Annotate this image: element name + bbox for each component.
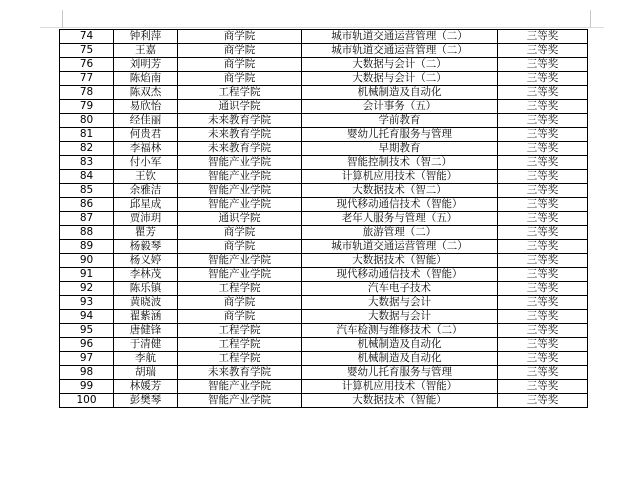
college-cell: 智能产业学院	[178, 184, 302, 198]
award-level-cell: 三等奖	[498, 254, 588, 268]
award-level-cell: 三等奖	[498, 198, 588, 212]
table-row	[60, 58, 588, 72]
table-row	[60, 310, 588, 324]
student-name-cell: 黄晓波	[114, 296, 178, 310]
table-row	[60, 128, 588, 142]
award-table	[59, 29, 588, 408]
student-name-cell: 李福林	[114, 142, 178, 156]
student-name-cell: 彭樊琴	[114, 394, 178, 408]
college-cell: 智能产业学院	[178, 198, 302, 212]
table-row	[60, 184, 588, 198]
college-cell: 通识学院	[178, 212, 302, 226]
table-row	[60, 366, 588, 380]
college-cell: 商学院	[178, 226, 302, 240]
award-level-cell: 三等奖	[498, 170, 588, 184]
table-row	[60, 142, 588, 156]
college-cell: 智能产业学院	[178, 394, 302, 408]
student-name-cell: 陈乐镇	[114, 282, 178, 296]
major-class-cell: 计算机应用技术（智能）	[302, 170, 498, 184]
student-name-cell: 林媛芳	[114, 380, 178, 394]
major-class-cell: 机械制造及自动化	[302, 86, 498, 100]
student-name-cell: 钟利萍	[114, 30, 178, 44]
student-name-cell: 经佳丽	[114, 114, 178, 128]
table-row	[60, 100, 588, 114]
college-cell: 未来教育学院	[178, 366, 302, 380]
major-class-cell: 大数据与会计（二）	[302, 72, 498, 86]
major-class-cell: 城市轨道交通运营管理（二）	[302, 30, 498, 44]
college-cell: 智能产业学院	[178, 156, 302, 170]
student-name-cell: 翟紫涵	[114, 310, 178, 324]
student-name-cell: 易欣怡	[114, 100, 178, 114]
college-cell: 商学院	[178, 30, 302, 44]
major-class-cell: 大数据与会计	[302, 296, 498, 310]
student-name-cell: 唐健锋	[114, 324, 178, 338]
award-table-body	[60, 30, 588, 408]
major-class-cell: 现代移动通信技术（智能）	[302, 268, 498, 282]
table-row	[60, 338, 588, 352]
major-class-cell: 大数据技术（智二）	[302, 184, 498, 198]
award-level-cell: 三等奖	[498, 58, 588, 72]
page-corner-mark-right	[590, 10, 591, 28]
college-cell: 工程学院	[178, 86, 302, 100]
college-cell: 智能产业学院	[178, 170, 302, 184]
row-number-cell: 79	[60, 100, 114, 114]
major-class-cell: 大数据与会计（二）	[302, 58, 498, 72]
student-name-cell: 李航	[114, 352, 178, 366]
student-name-cell: 贾沛玥	[114, 212, 178, 226]
row-number-cell: 78	[60, 86, 114, 100]
major-class-cell: 大数据技术（智能）	[302, 394, 498, 408]
row-number-cell: 98	[60, 366, 114, 380]
college-cell: 智能产业学院	[178, 254, 302, 268]
row-number-cell: 75	[60, 44, 114, 58]
table-row	[60, 198, 588, 212]
major-class-cell: 机械制造及自动化	[302, 338, 498, 352]
college-cell: 商学院	[178, 44, 302, 58]
student-name-cell: 陈双杰	[114, 86, 178, 100]
row-number-cell: 95	[60, 324, 114, 338]
college-cell: 商学院	[178, 296, 302, 310]
row-number-cell: 82	[60, 142, 114, 156]
award-level-cell: 三等奖	[498, 72, 588, 86]
row-number-cell: 85	[60, 184, 114, 198]
college-cell: 工程学院	[178, 324, 302, 338]
award-level-cell: 三等奖	[498, 338, 588, 352]
row-number-cell: 76	[60, 58, 114, 72]
table-row	[60, 156, 588, 170]
row-number-cell: 74	[60, 30, 114, 44]
table-row	[60, 30, 588, 44]
table-row	[60, 114, 588, 128]
major-class-cell: 大数据与会计	[302, 310, 498, 324]
table-row	[60, 352, 588, 366]
student-name-cell: 邱星成	[114, 198, 178, 212]
row-number-cell: 92	[60, 282, 114, 296]
award-level-cell: 三等奖	[498, 366, 588, 380]
major-class-cell: 城市轨道交通运营管理（二）	[302, 240, 498, 254]
major-class-cell: 汽车电子技术	[302, 282, 498, 296]
award-level-cell: 三等奖	[498, 282, 588, 296]
row-number-cell: 91	[60, 268, 114, 282]
college-cell: 工程学院	[178, 282, 302, 296]
college-cell: 工程学院	[178, 338, 302, 352]
student-name-cell: 杨毅琴	[114, 240, 178, 254]
student-name-cell: 李林茂	[114, 268, 178, 282]
award-level-cell: 三等奖	[498, 324, 588, 338]
award-level-cell: 三等奖	[498, 156, 588, 170]
row-number-cell: 83	[60, 156, 114, 170]
major-class-cell: 智能控制技术（智二）	[302, 156, 498, 170]
table-row	[60, 254, 588, 268]
award-level-cell: 三等奖	[498, 30, 588, 44]
student-name-cell: 于清健	[114, 338, 178, 352]
college-cell: 商学院	[178, 58, 302, 72]
table-row	[60, 72, 588, 86]
award-level-cell: 三等奖	[498, 226, 588, 240]
award-level-cell: 三等奖	[498, 268, 588, 282]
page-corner-mark-left	[62, 10, 63, 28]
row-number-cell: 77	[60, 72, 114, 86]
award-level-cell: 三等奖	[498, 86, 588, 100]
major-class-cell: 城市轨道交通运营管理（二）	[302, 44, 498, 58]
row-number-cell: 84	[60, 170, 114, 184]
row-number-cell: 99	[60, 380, 114, 394]
award-level-cell: 三等奖	[498, 114, 588, 128]
college-cell: 智能产业学院	[178, 380, 302, 394]
table-row	[60, 380, 588, 394]
student-name-cell: 付小军	[114, 156, 178, 170]
award-level-cell: 三等奖	[498, 380, 588, 394]
college-cell: 工程学院	[178, 352, 302, 366]
award-level-cell: 三等奖	[498, 44, 588, 58]
major-class-cell: 婴幼儿托育服务与管理	[302, 128, 498, 142]
row-number-cell: 87	[60, 212, 114, 226]
major-class-cell: 计算机应用技术（智能）	[302, 380, 498, 394]
student-name-cell: 陈焰南	[114, 72, 178, 86]
page-margin-line	[40, 27, 604, 28]
award-level-cell: 三等奖	[498, 352, 588, 366]
award-level-cell: 三等奖	[498, 100, 588, 114]
award-level-cell: 三等奖	[498, 128, 588, 142]
student-name-cell: 何贵君	[114, 128, 178, 142]
college-cell: 商学院	[178, 72, 302, 86]
major-class-cell: 学前教育	[302, 114, 498, 128]
row-number-cell: 90	[60, 254, 114, 268]
award-level-cell: 三等奖	[498, 296, 588, 310]
award-level-cell: 三等奖	[498, 310, 588, 324]
college-cell: 智能产业学院	[178, 268, 302, 282]
award-level-cell: 三等奖	[498, 142, 588, 156]
award-level-cell: 三等奖	[498, 184, 588, 198]
table-row	[60, 296, 588, 310]
major-class-cell: 现代移动通信技术（智能）	[302, 198, 498, 212]
row-number-cell: 97	[60, 352, 114, 366]
table-row	[60, 324, 588, 338]
row-number-cell: 96	[60, 338, 114, 352]
table-row	[60, 282, 588, 296]
major-class-cell: 早期教育	[302, 142, 498, 156]
student-name-cell: 胡瑞	[114, 366, 178, 380]
student-name-cell: 刘明芳	[114, 58, 178, 72]
major-class-cell: 机械制造及自动化	[302, 352, 498, 366]
table-row	[60, 86, 588, 100]
college-cell: 商学院	[178, 240, 302, 254]
college-cell: 未来教育学院	[178, 142, 302, 156]
award-level-cell: 三等奖	[498, 394, 588, 408]
student-name-cell: 王嘉	[114, 44, 178, 58]
row-number-cell: 80	[60, 114, 114, 128]
major-class-cell: 婴幼儿托育服务与管理	[302, 366, 498, 380]
table-row	[60, 44, 588, 58]
award-level-cell: 三等奖	[498, 240, 588, 254]
student-name-cell: 瞿芳	[114, 226, 178, 240]
table-row	[60, 394, 588, 408]
major-class-cell: 老年人服务与管理（五）	[302, 212, 498, 226]
table-row	[60, 212, 588, 226]
college-cell: 通识学院	[178, 100, 302, 114]
row-number-cell: 86	[60, 198, 114, 212]
college-cell: 未来教育学院	[178, 114, 302, 128]
college-cell: 商学院	[178, 310, 302, 324]
student-name-cell: 余雅洁	[114, 184, 178, 198]
student-name-cell: 杨义婷	[114, 254, 178, 268]
row-number-cell: 94	[60, 310, 114, 324]
row-number-cell: 100	[60, 394, 114, 408]
college-cell: 未来教育学院	[178, 128, 302, 142]
row-number-cell: 93	[60, 296, 114, 310]
row-number-cell: 88	[60, 226, 114, 240]
row-number-cell: 81	[60, 128, 114, 142]
row-number-cell: 89	[60, 240, 114, 254]
student-name-cell: 王钦	[114, 170, 178, 184]
major-class-cell: 汽车检测与维修技术（二）	[302, 324, 498, 338]
major-class-cell: 会计事务（五）	[302, 100, 498, 114]
table-row	[60, 240, 588, 254]
major-class-cell: 旅游管理（二）	[302, 226, 498, 240]
award-level-cell: 三等奖	[498, 212, 588, 226]
table-row	[60, 268, 588, 282]
table-row	[60, 170, 588, 184]
major-class-cell: 大数据技术（智能）	[302, 254, 498, 268]
table-row	[60, 226, 588, 240]
